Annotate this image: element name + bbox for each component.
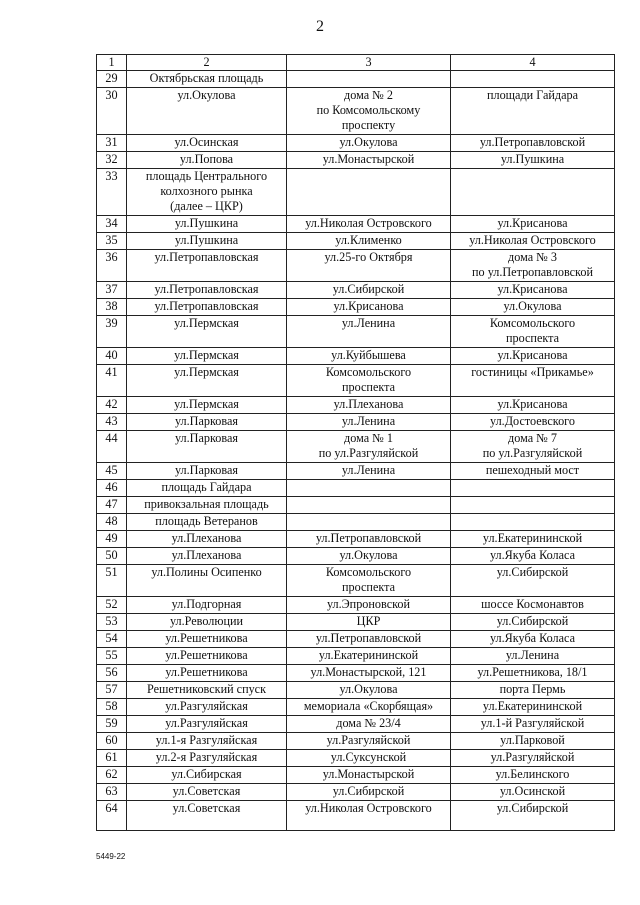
street-cell: ул.Решетникова	[127, 665, 287, 682]
table-row	[97, 631, 615, 648]
from-cell: ул.Сибирской	[287, 282, 451, 299]
row-number-cell: 57	[97, 682, 127, 699]
row-number-cell: 60	[97, 733, 127, 750]
to-cell: ул.Парковой	[451, 733, 615, 750]
to-cell: ул.Сибирской	[451, 565, 615, 597]
row-number-cell: 47	[97, 497, 127, 514]
table-row	[97, 565, 615, 597]
to-cell: дома № 3 по ул.Петропавловской	[451, 250, 615, 282]
from-cell: ул.Окулова	[287, 682, 451, 699]
street-cell: ул.Пермская	[127, 348, 287, 365]
street-cell: ул.Пушкина	[127, 216, 287, 233]
from-cell: дома № 1 по ул.Разгуляйской	[287, 431, 451, 463]
from-cell: ул.Ленина	[287, 316, 451, 348]
row-number-cell: 50	[97, 548, 127, 565]
to-cell	[451, 71, 615, 88]
to-cell: ул.Ленина	[451, 648, 615, 665]
street-cell: ул.Пермская	[127, 316, 287, 348]
street-cell: ул.Осинская	[127, 135, 287, 152]
from-cell: ул.Окулова	[287, 135, 451, 152]
street-cell: ул.Советская	[127, 784, 287, 801]
table-row	[97, 548, 615, 565]
from-cell: дома № 2 по Комсомольскому проспекту	[287, 88, 451, 135]
street-cell: ул.Пушкина	[127, 233, 287, 250]
row-number-cell: 59	[97, 716, 127, 733]
table-row	[97, 531, 615, 548]
row-number-cell: 33	[97, 169, 127, 216]
table-row	[97, 648, 615, 665]
street-cell: ул.Сибирская	[127, 767, 287, 784]
from-cell: ул.Монастырской	[287, 767, 451, 784]
row-number-cell: 51	[97, 565, 127, 597]
table-row	[97, 784, 615, 801]
row-number-cell: 32	[97, 152, 127, 169]
row-number-cell: 40	[97, 348, 127, 365]
street-cell: ул.Разгуляйская	[127, 716, 287, 733]
from-cell: дома № 23/4	[287, 716, 451, 733]
row-number-cell: 58	[97, 699, 127, 716]
header-cell-2: 2	[127, 55, 287, 71]
from-cell: ул.Ленина	[287, 414, 451, 431]
table-row	[97, 480, 615, 497]
street-cell: привокзальная площадь	[127, 497, 287, 514]
row-number-cell: 44	[97, 431, 127, 463]
table-row	[97, 233, 615, 250]
row-number-cell: 52	[97, 597, 127, 614]
header-cell-1: 1	[97, 55, 127, 71]
table-row	[97, 514, 615, 531]
to-cell: ул.Крисанова	[451, 348, 615, 365]
street-cell: ул.Плеханова	[127, 548, 287, 565]
from-cell: мемориала «Скорбящая»	[287, 699, 451, 716]
table-row	[97, 397, 615, 414]
header-cell-3: 3	[287, 55, 451, 71]
street-cell: ул.Парковая	[127, 431, 287, 463]
row-number-cell: 61	[97, 750, 127, 767]
streets-table	[96, 54, 615, 831]
table-row	[97, 365, 615, 397]
street-cell: ул.Решетникова	[127, 631, 287, 648]
from-cell	[287, 169, 451, 216]
to-cell: ул.Петропавловской	[451, 135, 615, 152]
to-cell: ул.Белинского	[451, 767, 615, 784]
street-cell: площадь Ветеранов	[127, 514, 287, 531]
from-cell: ул.Петропавловской	[287, 531, 451, 548]
table-row	[97, 497, 615, 514]
to-cell: ул.1-й Разгуляйской	[451, 716, 615, 733]
table-row	[97, 282, 615, 299]
street-cell: ул.Петропавловская	[127, 250, 287, 282]
to-cell: ул.Якуба Коласа	[451, 631, 615, 648]
street-cell: ул.Решетникова	[127, 648, 287, 665]
row-number-cell: 34	[97, 216, 127, 233]
from-cell: ул.Крисанова	[287, 299, 451, 316]
to-cell: ул.Сибирской	[451, 801, 615, 831]
from-cell	[287, 71, 451, 88]
from-cell: ул.Куйбышева	[287, 348, 451, 365]
from-cell: ул.Николая Островского	[287, 801, 451, 831]
from-cell: ул.Плеханова	[287, 397, 451, 414]
table-row	[97, 431, 615, 463]
table-row	[97, 414, 615, 431]
table-row	[97, 597, 615, 614]
from-cell	[287, 514, 451, 531]
street-cell: ул.Парковая	[127, 463, 287, 480]
row-number-cell: 55	[97, 648, 127, 665]
table-row	[97, 614, 615, 631]
from-cell: ул.Клименко	[287, 233, 451, 250]
to-cell: ул.Екатерининской	[451, 699, 615, 716]
table-row	[97, 463, 615, 480]
from-cell: Комсомольского проспекта	[287, 565, 451, 597]
street-cell: ул.Советская	[127, 801, 287, 831]
from-cell: ул.Эпроновской	[287, 597, 451, 614]
row-number-cell: 35	[97, 233, 127, 250]
table-row	[97, 665, 615, 682]
header-cell-4: 4	[451, 55, 615, 71]
table-row	[97, 750, 615, 767]
table-row	[97, 801, 615, 831]
row-number-cell: 45	[97, 463, 127, 480]
table-body	[97, 71, 615, 831]
row-number-cell: 54	[97, 631, 127, 648]
from-cell: ул.Монастырской, 121	[287, 665, 451, 682]
to-cell: порта Пермь	[451, 682, 615, 699]
table-header-row	[97, 55, 615, 71]
table-row	[97, 88, 615, 135]
from-cell: ул.Ленина	[287, 463, 451, 480]
row-number-cell: 39	[97, 316, 127, 348]
from-cell	[287, 480, 451, 497]
from-cell: ЦКР	[287, 614, 451, 631]
to-cell: пешеходный мост	[451, 463, 615, 480]
to-cell: ул.Крисанова	[451, 397, 615, 414]
row-number-cell: 62	[97, 767, 127, 784]
to-cell: гостиницы «Прикамье»	[451, 365, 615, 397]
from-cell	[287, 497, 451, 514]
street-cell: Октябрьская площадь	[127, 71, 287, 88]
table-row	[97, 135, 615, 152]
table-row	[97, 699, 615, 716]
to-cell	[451, 480, 615, 497]
document-code: 5449-22	[96, 852, 126, 861]
to-cell: дома № 7 по ул.Разгуляйской	[451, 431, 615, 463]
row-number-cell: 37	[97, 282, 127, 299]
table-row	[97, 169, 615, 216]
from-cell: ул.Сибирской	[287, 784, 451, 801]
to-cell: ул.Разгуляйской	[451, 750, 615, 767]
street-cell: площадь Центрального колхозного рынка (далее – ЦКР)	[127, 169, 287, 216]
to-cell: ул.Решетникова, 18/1	[451, 665, 615, 682]
table-row	[97, 316, 615, 348]
row-number-cell: 38	[97, 299, 127, 316]
row-number-cell: 53	[97, 614, 127, 631]
table-row	[97, 682, 615, 699]
table-row	[97, 299, 615, 316]
to-cell: Комсомольского проспекта	[451, 316, 615, 348]
street-cell: Решетниковский спуск	[127, 682, 287, 699]
from-cell: ул.Петропавловской	[287, 631, 451, 648]
to-cell: ул.Достоевского	[451, 414, 615, 431]
page-number: 2	[316, 18, 324, 35]
from-cell: ул.Екатерининской	[287, 648, 451, 665]
to-cell: ул.Осинской	[451, 784, 615, 801]
street-cell: ул.Парковая	[127, 414, 287, 431]
row-number-cell: 46	[97, 480, 127, 497]
from-cell: ул.Суксунской	[287, 750, 451, 767]
row-number-cell: 48	[97, 514, 127, 531]
to-cell: ул.Окулова	[451, 299, 615, 316]
to-cell: площади Гайдара	[451, 88, 615, 135]
to-cell: ул.Сибирской	[451, 614, 615, 631]
from-cell: ул.Николая Островского	[287, 216, 451, 233]
street-cell: ул.Плеханова	[127, 531, 287, 548]
street-cell: ул.Попова	[127, 152, 287, 169]
to-cell: ул.Пушкина	[451, 152, 615, 169]
street-cell: ул.Пермская	[127, 365, 287, 397]
street-cell: площадь Гайдара	[127, 480, 287, 497]
from-cell: ул.25-го Октября	[287, 250, 451, 282]
row-number-cell: 41	[97, 365, 127, 397]
table-row	[97, 767, 615, 784]
row-number-cell: 31	[97, 135, 127, 152]
from-cell: Комсомольского проспекта	[287, 365, 451, 397]
street-cell: ул.Революции	[127, 614, 287, 631]
table-row	[97, 733, 615, 750]
street-cell: ул.Окулова	[127, 88, 287, 135]
row-number-cell: 29	[97, 71, 127, 88]
to-cell: ул.Екатерининской	[451, 531, 615, 548]
table-row	[97, 152, 615, 169]
street-cell: ул.Петропавловская	[127, 282, 287, 299]
from-cell: ул.Окулова	[287, 548, 451, 565]
to-cell: шоссе Космонавтов	[451, 597, 615, 614]
to-cell	[451, 497, 615, 514]
row-number-cell: 63	[97, 784, 127, 801]
table-row	[97, 216, 615, 233]
table-row	[97, 348, 615, 365]
from-cell: ул.Разгуляйской	[287, 733, 451, 750]
to-cell: ул.Крисанова	[451, 282, 615, 299]
table-row	[97, 250, 615, 282]
row-number-cell: 30	[97, 88, 127, 135]
row-number-cell: 64	[97, 801, 127, 831]
street-cell: ул.1-я Разгуляйская	[127, 733, 287, 750]
table-row	[97, 716, 615, 733]
row-number-cell: 43	[97, 414, 127, 431]
to-cell	[451, 514, 615, 531]
to-cell	[451, 169, 615, 216]
street-cell: ул.Петропавловская	[127, 299, 287, 316]
street-cell: ул.Пермская	[127, 397, 287, 414]
street-cell: ул.Подгорная	[127, 597, 287, 614]
row-number-cell: 42	[97, 397, 127, 414]
street-cell: ул.Разгуляйская	[127, 699, 287, 716]
row-number-cell: 49	[97, 531, 127, 548]
street-cell: ул.Полины Осипенко	[127, 565, 287, 597]
street-cell: ул.2-я Разгуляйская	[127, 750, 287, 767]
row-number-cell: 36	[97, 250, 127, 282]
to-cell: ул.Якуба Коласа	[451, 548, 615, 565]
row-number-cell: 56	[97, 665, 127, 682]
table-row	[97, 71, 615, 88]
to-cell: ул.Николая Островского	[451, 233, 615, 250]
from-cell: ул.Монастырской	[287, 152, 451, 169]
to-cell: ул.Крисанова	[451, 216, 615, 233]
